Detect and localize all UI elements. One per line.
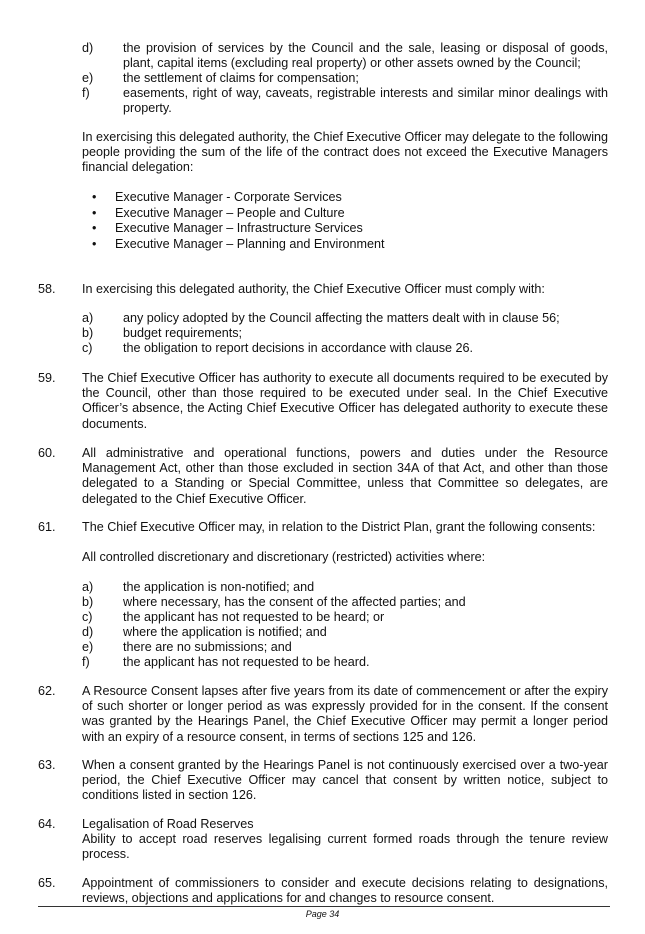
clause-text: All administrative and operational functions, powers and duties under the Resource Management Act, other than those excluded in section 34A of that Act, and other than those delegated to a Standing or Special Committee, unless that Committee so delegates, are delegated to the Chief Executive Officer.	[82, 446, 608, 506]
delegation-paragraph: In exercising this delegated authority, the Chief Executive Officer may delegate to the following people providing the sum of the life of the contract does not exceed the Executive Managers financial delegation:	[82, 130, 608, 175]
list-label: d)	[82, 41, 94, 55]
bullet-icon: •	[92, 206, 97, 220]
clause-number: 62.	[38, 684, 56, 698]
clause-number: 63.	[38, 758, 56, 772]
page-number: Page 34	[305, 909, 340, 919]
clause-text: When a consent granted by the Hearings Panel is not continuously exercised over a two-year period, the Chief Executive Officer may cancel that consent by written notice, subject to conditions listed in section 126.	[82, 758, 608, 803]
clause-text: In exercising this delegated authority, the Chief Executive Officer must comply with:	[82, 282, 545, 296]
list-label: f)	[82, 86, 90, 100]
bullet-icon: •	[92, 237, 97, 251]
clause-number: 60.	[38, 446, 56, 460]
list-text: the provision of services by the Council and the sale, leasing or disposal of goods, plant, capital items (excluding real property) or other assets owned by the Council;	[123, 41, 608, 71]
list-label: e)	[82, 71, 94, 85]
bullet-icon: •	[92, 190, 97, 204]
clause-heading: Legalisation of Road Reserves	[82, 817, 254, 831]
clause-number: 64.	[38, 817, 56, 831]
clause-number: 58.	[38, 282, 56, 296]
clause-text: The Chief Executive Officer may, in relation to the District Plan, grant the following consents:	[82, 520, 596, 534]
document-page: d) the provision of services by the Council and the sale, leasing or disposal of goods, plant, capital items (excluding real property) or other assets owned by the Council; e) the settlement of claims for compensation; f) easements, right of way, caveats, registrable interests and similar minor dealings with property. In exercising this delegated authority, the Chief Executive Officer may delegate to the following people providing the sum of the life of the contract does not exceed the Executive Managers financial delegation: • Executive Manager - Corporate Services • Executive Manager – People and Culture • Executive Manager – Infrastructure Services • Executive Manager – Planning and Environment 58. In exercising this delegated authority, the Chief Executive Officer must comply with: a) any policy adopted by the Council affecting the matters dealt with in clause 56; b) budget requirements; c) the obligation to report decisions in accordance with clause 26. 59. The Chief Executive Officer has authority to execute all documents required to be executed by the Council, other than those required to be executed under seal. In the Chief Executive Officer’s absence, the Acting Chief Executive Officer has delegated authority to execute these documents. 60. All administrative and operational functions, powers and duties under the Resource Management Act, other than those excluded in section 34A of that Act, and other than those delegated to a Standing or Special Committee, unless that Committee so delegates, are delegated to the Chief Executive Officer. 61. The Chief Executive Officer may, in relation to the District Plan, grant the following consents: All controlled discretionary and discretionary (restricted) activities where: a) the application is non-notified; and b) where necessary, has the consent of the affected parties; and c) the applicant has not requested to be heard; or d) where the application is notified; and e) there are no submissions; and f) the applicant has not requested to be heard. 62. A Resource Consent lapses after five years from its date of commencement or after the expiry of such shorter or longer period as was expressly provided for in the consent. If the consent was granted by the Hearings Panel, the Chief Executive Officer may permit a longer period with an expiry of a resource consent, in terms of sections 125 and 126. 63. When a consent granted by the Hearings Panel is not continuously exercised over a two-year period, the Chief Executive Officer may cancel that consent by written notice, subject to conditions listed in section 126. 64. Legalisation of Road Reserves Ability to accept road reserves legalising current formed roads through the tenure review process. 65. Appointment of commissioners to consider and execute decisions relating to designations, reviews, objections and applications for and changes to resource consent. Page 34	[0, 0, 645, 934]
list-text: easements, right of way, caveats, registrable interests and similar minor dealings with property.	[123, 86, 608, 116]
bullet-icon: •	[92, 221, 97, 235]
footer-divider	[38, 906, 610, 907]
clause-number: 61.	[38, 520, 56, 534]
list-text: the settlement of claims for compensation;	[123, 71, 359, 85]
clause-number: 59.	[38, 371, 56, 385]
clause-61-sub-paragraph: All controlled discretionary and discretionary (restricted) activities where:	[82, 550, 486, 564]
clause-text: The Chief Executive Officer has authority to execute all documents required to be executed by the Council, other than those required to be executed under seal. In the Chief Executive Officer’s absence, the Acting Chief Executive Officer has delegated authority to execute these documents.	[82, 371, 608, 431]
clause-number: 65.	[38, 876, 56, 890]
clause-64-text: Ability to accept road reserves legalising current formed roads through the tenure review process.	[82, 832, 608, 862]
clause-text: Appointment of commissioners to consider and execute decisions relating to designations, reviews, objections and applications for and changes to resource consent.	[82, 876, 608, 906]
clause-text: A Resource Consent lapses after five years from its date of commencement or after the expiry of such shorter or longer period as was expressly provided for in the consent. If the consent was granted by the Hearings Panel, the Chief Executive Officer may permit a longer period with an expiry of a resource consent, in terms of sections 125 and 126.	[82, 684, 608, 744]
